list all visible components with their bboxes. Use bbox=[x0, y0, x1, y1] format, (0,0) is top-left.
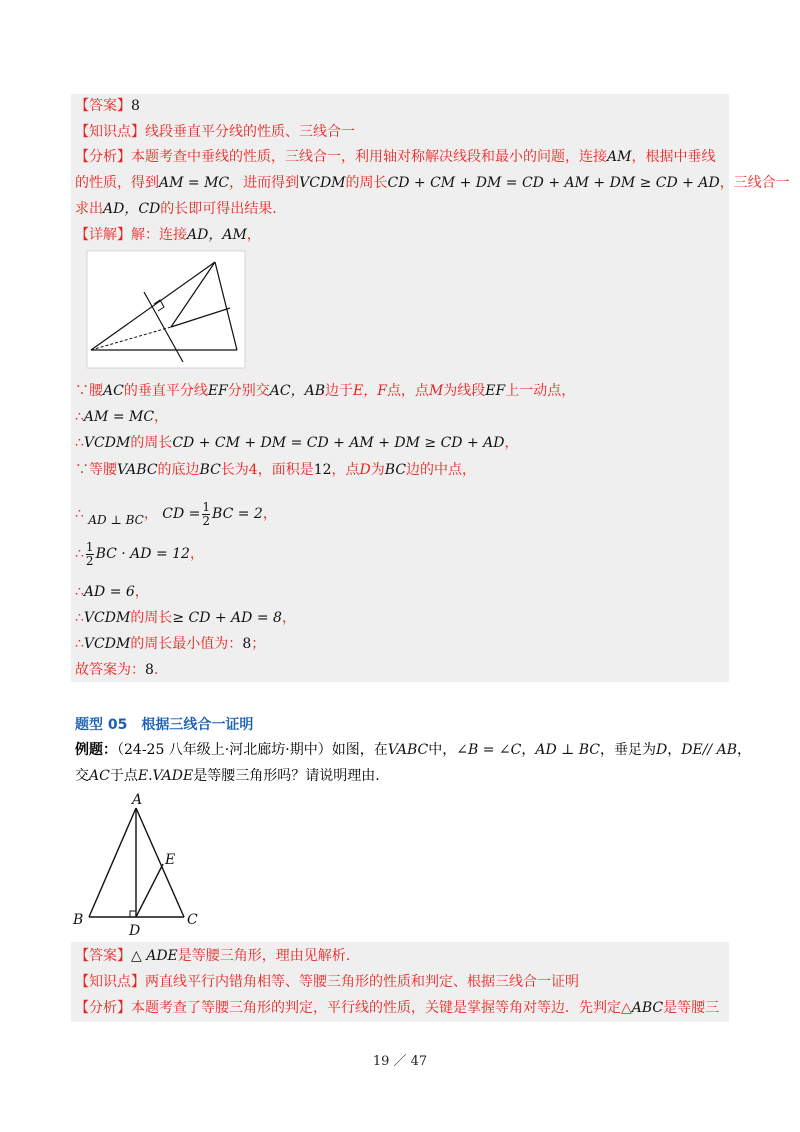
step-5 bbox=[75, 500, 277, 528]
step-text: 上一动点， bbox=[505, 383, 576, 399]
math-expr: AC bbox=[103, 383, 124, 399]
math-expr: E，F bbox=[353, 383, 387, 399]
example-text: 是等腰三角形吗？请说明理由. bbox=[193, 768, 380, 784]
example-text: ， bbox=[667, 742, 682, 758]
step-text: ， bbox=[143, 506, 158, 522]
segment-ab bbox=[89, 808, 136, 917]
segment-de bbox=[136, 864, 163, 917]
math-expr: M bbox=[428, 383, 444, 399]
analysis-text: 的长即可得出结果. bbox=[160, 201, 277, 217]
analysis-text: 的周长 bbox=[345, 175, 388, 191]
example-text: ， bbox=[736, 742, 751, 758]
analysis-text: ，进而得到 bbox=[229, 175, 300, 191]
step-text: ， bbox=[262, 506, 277, 522]
math-expr: BC = 2 bbox=[212, 506, 263, 522]
math-expr: CD + CM + DM = CD + AM + DM ≥ CD + AD bbox=[387, 175, 720, 191]
label-b: B bbox=[73, 912, 84, 928]
analysis-text: 本题考查了等腰三角形的判定，平行线的性质，关键是掌握等角对等边．先判定△ bbox=[131, 1000, 632, 1016]
math-expr: D bbox=[656, 742, 668, 758]
analysis-text: ，根据中垂线 bbox=[631, 149, 716, 165]
step-text: 为 bbox=[370, 462, 385, 478]
answer-tag: 【答案】 bbox=[75, 948, 131, 964]
step-text: ∴ bbox=[75, 506, 84, 522]
step-text: 故答案为： bbox=[75, 662, 145, 678]
math-expr: EF bbox=[485, 383, 506, 399]
step-text: 的底边 bbox=[157, 462, 200, 478]
step-text: ∴ bbox=[75, 409, 84, 425]
knowledge-line bbox=[75, 122, 355, 142]
example-text: 中， bbox=[428, 742, 457, 758]
example-text: ，垂足为 bbox=[600, 742, 657, 758]
step-text: ， bbox=[154, 409, 169, 425]
step-text: . bbox=[153, 662, 159, 678]
math-expr: ABC bbox=[631, 1000, 664, 1016]
label-a: A bbox=[132, 792, 143, 808]
math-expr: AD ⊥ BC bbox=[88, 513, 144, 527]
answer2-line-2 bbox=[75, 972, 579, 992]
knowledge-tag: 【知识点】 bbox=[75, 974, 145, 990]
math-expr: CD + CM + DM = CD + AM + DM ≥ CD + AD bbox=[172, 435, 505, 451]
example-text: 于点 bbox=[109, 768, 138, 784]
analysis-text: 是等腰三 bbox=[663, 1000, 720, 1016]
math-expr: AM bbox=[607, 149, 632, 165]
analysis-text: 的性质，得到 bbox=[75, 175, 159, 191]
step-text: 点，点 bbox=[386, 383, 429, 399]
geometry-figure-1 bbox=[84, 250, 248, 372]
math-expr: AD，CD bbox=[103, 201, 161, 217]
fraction-denominator: 2 bbox=[85, 553, 94, 568]
label-d: D bbox=[129, 923, 141, 938]
detail-tag: 【详解】 bbox=[75, 227, 131, 243]
step-text: 边于 bbox=[325, 383, 353, 399]
math-expr: AM = MC bbox=[83, 409, 155, 425]
knowledge-text: 两直线平行内错角相等、等腰三角形的性质和判定、根据三线合一证明 bbox=[145, 974, 579, 990]
answer2-line-3 bbox=[75, 998, 719, 1018]
example-label: 例题： bbox=[75, 742, 117, 758]
analysis-text: ，三线合一 bbox=[719, 175, 790, 191]
answer-value: 8 bbox=[131, 98, 140, 114]
example-text: . bbox=[148, 768, 153, 784]
step-text: 为线段 bbox=[443, 383, 486, 399]
math-expr: ∠B = ∠C bbox=[456, 742, 522, 758]
step-text: ， bbox=[189, 546, 204, 562]
step-6 bbox=[75, 540, 204, 568]
label-c: C bbox=[187, 912, 198, 928]
fraction-numerator: 1 bbox=[85, 539, 94, 554]
math-expr: AD = 6 bbox=[83, 584, 135, 600]
step-text: 的周长最小值为： bbox=[130, 636, 243, 652]
label-e: E bbox=[165, 852, 176, 868]
page-number: 19 ／ 47 bbox=[372, 1054, 428, 1069]
detail-text: ， bbox=[246, 227, 261, 243]
step-text: 的垂直平分线 bbox=[123, 383, 208, 399]
step-text: ∴ bbox=[75, 546, 84, 562]
segment-ac bbox=[136, 808, 184, 917]
math-expr: 12 bbox=[313, 462, 332, 478]
math-expr: DE// AB bbox=[681, 742, 737, 758]
example-line-2 bbox=[75, 766, 380, 786]
step-1 bbox=[75, 381, 575, 401]
step-text: 的周长 bbox=[130, 610, 173, 626]
step-text: ， bbox=[134, 584, 149, 600]
answer-line bbox=[75, 96, 140, 116]
step-text: ∵等腰 bbox=[75, 462, 117, 478]
math-expr: BC bbox=[199, 462, 221, 478]
step-text: ∴ bbox=[75, 636, 84, 652]
knowledge-text: 线段垂直平分线的性质、三线合一 bbox=[145, 124, 355, 140]
math-expr: VCDM bbox=[83, 636, 131, 652]
step-text: ∴ bbox=[75, 584, 84, 600]
step-text: ∴ bbox=[75, 610, 84, 626]
math-expr: VADE bbox=[152, 768, 194, 784]
fraction bbox=[202, 501, 210, 528]
math-expr: △ ADE bbox=[131, 948, 178, 964]
step-2 bbox=[75, 407, 168, 427]
example-line-1 bbox=[75, 740, 751, 760]
answer-text: 是等腰三角形，理由见解析. bbox=[177, 948, 351, 964]
step-text: ， bbox=[281, 610, 296, 626]
math-expr: D bbox=[359, 462, 371, 478]
math-expr: ≥ CD + AD = 8 bbox=[172, 610, 282, 626]
knowledge-tag: 【知识点】 bbox=[75, 124, 145, 140]
math-expr: VCDM bbox=[83, 435, 131, 451]
step-text: 长为4，面积是 bbox=[220, 462, 314, 478]
example-text: （24-25 八年级上·河北廊坊·期中）如图，在 bbox=[117, 742, 388, 758]
analysis-line-2 bbox=[75, 173, 790, 193]
math-expr: E bbox=[137, 768, 149, 784]
math-expr: VCDM bbox=[83, 610, 131, 626]
math-expr: CD = bbox=[162, 506, 201, 522]
analysis-line-3 bbox=[75, 199, 277, 219]
analysis-tag: 【分析】 bbox=[75, 149, 131, 165]
step-text: ∵腰 bbox=[75, 383, 103, 399]
math-expr: AD ⊥ BC bbox=[535, 742, 601, 758]
math-expr: EF bbox=[207, 383, 228, 399]
step-text: 边的中点， bbox=[406, 462, 477, 478]
math-expr: AD，AM bbox=[187, 227, 247, 243]
analysis-tag: 【分析】 bbox=[75, 1000, 131, 1016]
step-text: ∴ bbox=[75, 435, 84, 451]
step-text: ，点 bbox=[331, 462, 360, 478]
step-4 bbox=[75, 460, 476, 480]
answer2-line-1 bbox=[75, 946, 350, 966]
math-expr: AC bbox=[89, 768, 110, 784]
math-expr: BC bbox=[384, 462, 407, 478]
analysis-text: 本题考查中垂线的性质，三线合一，利用轴对称解决线段和最小的问题，连接 bbox=[131, 149, 607, 165]
detail-line bbox=[75, 225, 261, 245]
math-expr: VABC bbox=[387, 742, 429, 758]
answer-tag: 【答案】 bbox=[75, 98, 131, 114]
example-text: 交 bbox=[75, 768, 89, 784]
step-text: ； bbox=[251, 636, 266, 652]
math-expr: VABC bbox=[117, 462, 158, 478]
step-text: 的周长 bbox=[130, 435, 173, 451]
math-expr: AC，AB bbox=[269, 383, 325, 399]
math-expr: 8 bbox=[242, 636, 252, 652]
section-heading: 题型 05 根据三线合一证明 bbox=[75, 717, 254, 733]
step-9 bbox=[75, 634, 265, 654]
math-expr: BC · AD = 12 bbox=[95, 546, 190, 562]
analysis-text: 求出 bbox=[75, 201, 103, 217]
step-text: ， bbox=[504, 435, 519, 451]
geometry-figure-2 bbox=[70, 790, 210, 938]
fraction-denominator: 2 bbox=[202, 513, 211, 528]
math-expr: AM = MC bbox=[159, 175, 230, 191]
step-8 bbox=[75, 608, 296, 628]
step-text: 分别交 bbox=[227, 383, 270, 399]
math-expr: VCDM bbox=[299, 175, 346, 191]
fraction bbox=[86, 541, 94, 568]
analysis-line-1 bbox=[75, 147, 715, 167]
step-3 bbox=[75, 433, 518, 453]
right-angle-mark bbox=[130, 911, 136, 917]
example-text: ， bbox=[521, 742, 536, 758]
step-7 bbox=[75, 582, 149, 602]
fraction-numerator: 1 bbox=[202, 499, 211, 514]
detail-text: 解：连接 bbox=[131, 227, 187, 243]
math-expr: 8 bbox=[145, 662, 154, 678]
step-10 bbox=[75, 660, 158, 680]
